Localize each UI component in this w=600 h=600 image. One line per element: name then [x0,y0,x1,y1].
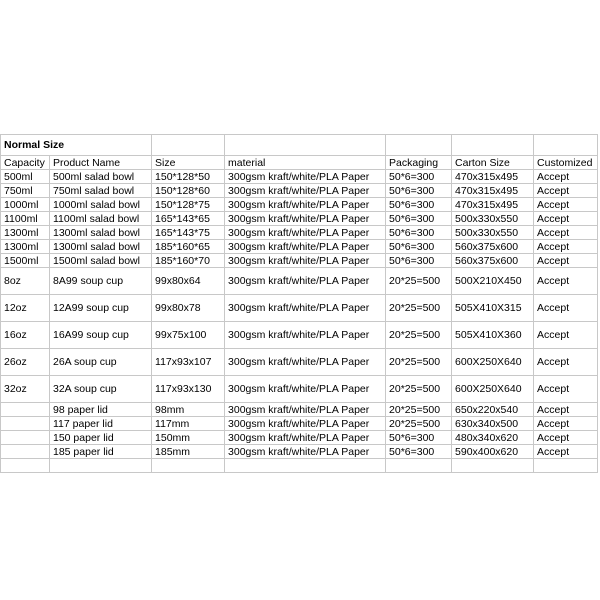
cell-packaging: 20*25=500 [386,268,452,295]
title-row [1,135,598,156]
cell-product-name: 1300ml salad bowl [50,226,152,240]
cell-packaging: 20*25=500 [386,349,452,376]
cell-customized: Accept [534,212,598,226]
cell-carton-size: 650x220x540 [452,403,534,417]
cell-carton-size: 590x400x620 [452,445,534,459]
empty-row [1,459,598,473]
cell-packaging: 50*6=300 [386,445,452,459]
cell-material: 300gsm kraft/white/PLA Paper [225,403,386,417]
table-row [1,240,598,254]
empty-cell [534,459,598,473]
cell-material: 300gsm kraft/white/PLA Paper [225,184,386,198]
cell-product-name: 185 paper lid [50,445,152,459]
cell-size: 150*128*60 [152,184,225,198]
cell-size: 185*160*65 [152,240,225,254]
cell-material: 300gsm kraft/white/PLA Paper [225,268,386,295]
cell-material: 300gsm kraft/white/PLA Paper [225,322,386,349]
cell-carton-size: 500x330x550 [452,212,534,226]
cell-size: 99x80x64 [152,268,225,295]
header-capacity: Capacity [1,156,50,170]
cell-size: 98mm [152,403,225,417]
cell-capacity: 1100ml [1,212,50,226]
cell-carton-size: 600X250X640 [452,349,534,376]
cell-customized: Accept [534,226,598,240]
cell-material: 300gsm kraft/white/PLA Paper [225,240,386,254]
cell-customized: Accept [534,240,598,254]
cell-carton-size: 500x330x550 [452,226,534,240]
cell-product-name: 1300ml salad bowl [50,240,152,254]
cell-capacity [1,417,50,431]
empty-cell [152,135,225,156]
cell-customized: Accept [534,295,598,322]
cell-capacity [1,445,50,459]
cell-product-name: 32A soup cup [50,376,152,403]
cell-product-name: 26A soup cup [50,349,152,376]
cell-size: 165*143*75 [152,226,225,240]
table-row [1,445,598,459]
cell-carton-size: 470x315x495 [452,198,534,212]
header-material: material [225,156,386,170]
cell-size: 99x75x100 [152,322,225,349]
cell-size: 117x93x130 [152,376,225,403]
table-row [1,198,598,212]
cell-carton-size: 470x315x495 [452,170,534,184]
cell-carton-size: 500X210X450 [452,268,534,295]
cell-product-name: 98 paper lid [50,403,152,417]
cell-size: 117mm [152,417,225,431]
cell-material: 300gsm kraft/white/PLA Paper [225,445,386,459]
cell-capacity: 8oz [1,268,50,295]
cell-material: 300gsm kraft/white/PLA Paper [225,212,386,226]
cell-carton-size: 560x375x600 [452,254,534,268]
empty-cell [386,459,452,473]
cell-customized: Accept [534,445,598,459]
empty-cell [452,135,534,156]
cell-material: 300gsm kraft/white/PLA Paper [225,431,386,445]
cell-size: 150mm [152,431,225,445]
table-row [1,170,598,184]
cell-size: 185mm [152,445,225,459]
cell-customized: Accept [534,184,598,198]
cell-size: 150*128*75 [152,198,225,212]
cell-material: 300gsm kraft/white/PLA Paper [225,295,386,322]
table-row [1,403,598,417]
cell-product-name: 117 paper lid [50,417,152,431]
cell-capacity: 1300ml [1,226,50,240]
cell-size: 150*128*50 [152,170,225,184]
cell-carton-size: 630x340x500 [452,417,534,431]
header-packaging: Packaging [386,156,452,170]
cell-product-name: 1500ml salad bowl [50,254,152,268]
table-title: Normal Size [1,135,152,156]
cell-packaging: 50*6=300 [386,184,452,198]
cell-product-name: 8A99 soup cup [50,268,152,295]
header-customized: Customized [534,156,598,170]
cell-capacity [1,403,50,417]
cell-packaging: 50*6=300 [386,240,452,254]
empty-cell [225,459,386,473]
empty-cell [50,459,152,473]
table-row [1,376,598,403]
empty-cell [534,135,598,156]
table-row [1,212,598,226]
cell-size: 117x93x107 [152,349,225,376]
empty-cell [1,459,50,473]
cell-material: 300gsm kraft/white/PLA Paper [225,198,386,212]
table-row [1,417,598,431]
empty-cell [386,135,452,156]
header-row [1,156,598,170]
cell-material: 300gsm kraft/white/PLA Paper [225,417,386,431]
cell-customized: Accept [534,254,598,268]
cell-capacity: 750ml [1,184,50,198]
table-row [1,322,598,349]
cell-carton-size: 470x315x495 [452,184,534,198]
cell-material: 300gsm kraft/white/PLA Paper [225,349,386,376]
cell-material: 300gsm kraft/white/PLA Paper [225,376,386,403]
cell-packaging: 50*6=300 [386,170,452,184]
table-row [1,349,598,376]
cell-size: 99x80x78 [152,295,225,322]
cell-capacity: 26oz [1,349,50,376]
cell-carton-size: 600X250X640 [452,376,534,403]
empty-cell [452,459,534,473]
header-product-name: Product Name [50,156,152,170]
cell-capacity: 1300ml [1,240,50,254]
table-row [1,184,598,198]
cell-capacity: 500ml [1,170,50,184]
cell-packaging: 50*6=300 [386,431,452,445]
cell-packaging: 50*6=300 [386,212,452,226]
cell-customized: Accept [534,417,598,431]
cell-packaging: 50*6=300 [386,226,452,240]
table-row [1,226,598,240]
cell-product-name: 500ml salad bowl [50,170,152,184]
cell-carton-size: 505X410X315 [452,295,534,322]
cell-carton-size: 505X410X360 [452,322,534,349]
cell-material: 300gsm kraft/white/PLA Paper [225,226,386,240]
cell-capacity: 1000ml [1,198,50,212]
cell-carton-size: 560x375x600 [452,240,534,254]
cell-customized: Accept [534,322,598,349]
cell-packaging: 50*6=300 [386,198,452,212]
cell-customized: Accept [534,170,598,184]
empty-cell [225,135,386,156]
cell-customized: Accept [534,268,598,295]
cell-product-name: 150 paper lid [50,431,152,445]
cell-packaging: 20*25=500 [386,376,452,403]
header-carton-size: Carton Size [452,156,534,170]
cell-size: 165*143*65 [152,212,225,226]
cell-packaging: 20*25=500 [386,417,452,431]
cell-capacity: 1500ml [1,254,50,268]
cell-size: 185*160*70 [152,254,225,268]
cell-capacity: 32oz [1,376,50,403]
cell-packaging: 20*25=500 [386,322,452,349]
table-row [1,254,598,268]
product-spec-table [0,134,598,473]
cell-customized: Accept [534,431,598,445]
cell-packaging: 50*6=300 [386,254,452,268]
cell-material: 300gsm kraft/white/PLA Paper [225,170,386,184]
cell-product-name: 1100ml salad bowl [50,212,152,226]
cell-capacity: 12oz [1,295,50,322]
cell-product-name: 1000ml salad bowl [50,198,152,212]
cell-carton-size: 480x340x620 [452,431,534,445]
cell-material: 300gsm kraft/white/PLA Paper [225,254,386,268]
cell-customized: Accept [534,198,598,212]
table-row [1,268,598,295]
cell-customized: Accept [534,403,598,417]
cell-product-name: 750ml salad bowl [50,184,152,198]
cell-capacity: 16oz [1,322,50,349]
table-row [1,431,598,445]
cell-capacity [1,431,50,445]
cell-customized: Accept [534,349,598,376]
header-size: Size [152,156,225,170]
table-row [1,295,598,322]
cell-product-name: 16A99 soup cup [50,322,152,349]
empty-cell [152,459,225,473]
cell-customized: Accept [534,376,598,403]
cell-packaging: 20*25=500 [386,295,452,322]
cell-product-name: 12A99 soup cup [50,295,152,322]
cell-packaging: 20*25=500 [386,403,452,417]
